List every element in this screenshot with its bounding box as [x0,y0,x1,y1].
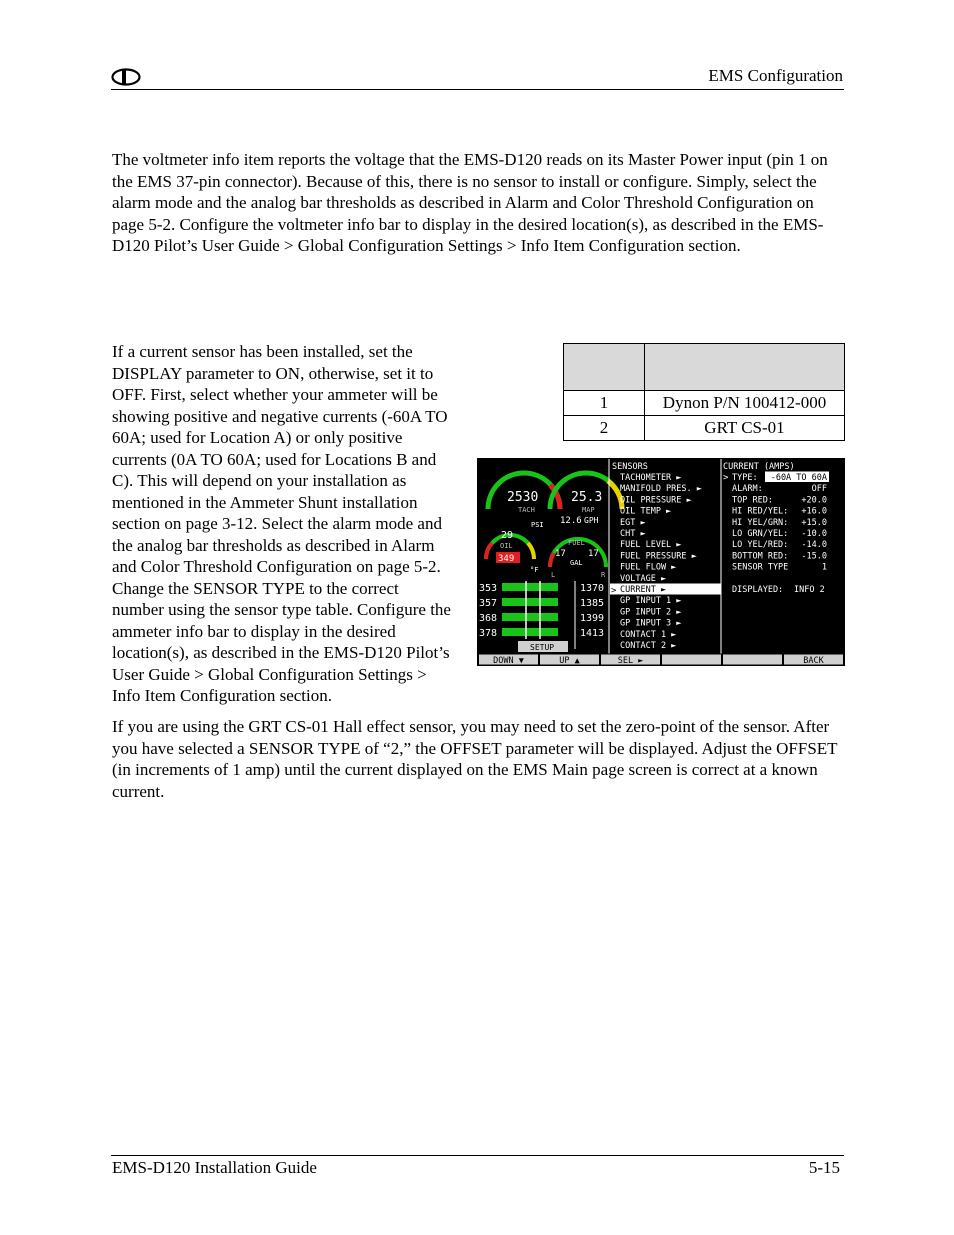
temp-unit: °F [530,566,539,574]
softkey-label[interactable]: UP ▲ [559,656,580,665]
panel-row-value: +15.0 [801,517,827,528]
egt-right-value: 1413 [580,628,605,639]
tach-label: TACH [518,506,535,514]
table-header-row [564,344,845,391]
sensor-menu-item[interactable]: CONTACT 1 ► [620,629,677,640]
panel-row-label: HI YEL/GRN: [732,517,789,528]
panel-row-label: HI RED/YEL: [732,506,789,517]
sensor-menu-item[interactable]: OIL TEMP ► [620,506,672,517]
panel-row-label: LO GRN/YEL: [732,529,789,539]
softkey-label[interactable]: BACK [803,656,824,665]
sensor-menu-item[interactable]: OIL PRESSURE ► [620,495,692,506]
egt-left-value: 353 [479,583,498,594]
egt-right-value: 1399 [580,613,605,624]
table-row [564,416,845,441]
egt-bars [479,581,604,652]
panel-row-value: -15.0 [801,551,827,562]
softkey-button[interactable] [662,654,722,665]
softkey-button[interactable] [723,654,783,665]
sensor-menu-item[interactable]: CURRENT ► [620,585,667,595]
panel-row-value[interactable]: -60A TO 60A [770,473,827,483]
egt-right-value: 1385 [580,598,605,609]
sensor-menu-item[interactable]: FUEL FLOW ► [620,562,677,573]
panel-row-label: LO YEL/RED: [732,540,789,551]
egt-left-value: 368 [479,613,498,624]
gal-label: GAL [570,559,583,567]
ammeter-paragraph-text: If a current sensor has been installed, set the DISPLAY parameter to ON, otherwise, set it to OFF. First, select whether your ammeter will be showing positive and negative currents (-60A TO 60A; used for Location A) or only positive currents (0A TO 60A; used for Locations B and C). This will depend on your installation as mentioned in the Ammeter Shunt installation section on page 3-12. Select the alarm mode and the analog bar thresholds as described in Alarm and Color Threshold Configuration on page 5-2. Change the SENSOR TYPE to the correct number using the sensor type table. Configure the ammeter info bar to display in the desired location(s), as described in the EMS-D120 Pilot’s User Guide > Global Configuration Settings > Info Item Configuration section. [112,342,451,705]
menu-selected-marker: > [611,586,617,596]
panel-row-label: TOP RED: [732,495,773,506]
setup-label: SETUP [530,643,555,652]
panel-row-value: -14.0 [801,540,827,551]
menu-title: SENSORS [612,462,648,472]
sensor-menu-item[interactable]: GP INPUT 3 ► [620,618,682,629]
fuel-r-label: R [601,571,606,579]
sensor-menu-item[interactable]: FUEL PRESSURE ► [620,551,697,562]
map-value: 25.3 [571,490,603,505]
sensor-menu-item[interactable]: GP INPUT 1 ► [620,596,682,607]
sensor-menu-item[interactable]: VOLTAGE ► [620,573,667,584]
oil-gauge [486,521,544,574]
voltmeter-paragraph: The voltmeter info item reports the voltage that the EMS-D120 reads on its Master Power input (pin 1 on the EMS 37-pin connector). Because of this, there is no sensor to install or configure. Simply, select the alarm mode and the analog bar thresholds as described in Alarm and Color Threshold Configuration on page 5-2. Configure the voltmeter info bar to display in the desired location(s), as described in the EMS-D120 Pilot’s User Guide > Global Configuration Settings > Info Item Configuration section. [112,150,828,255]
softkey-label[interactable]: SEL ► [617,656,644,665]
fuel-gauge [550,539,606,579]
panel-row-value: +16.0 [801,506,827,517]
sensor-menu-item[interactable]: CHT ► [620,529,646,539]
panel-row-value: +20.0 [801,495,827,506]
panel-row-value: -10.0 [801,529,827,539]
oil-label: OIL [500,542,513,550]
panel-row-value: 1 [821,562,827,573]
offset-paragraph: If you are using the GRT CS-01 Hall effect sensor, you may need to set the zero-point of the sensor. After you have selected a SENSOR TYPE of “2,” the OFFSET parameter will be displayed. Adjust the OFFSET (in increments of 1 amp) until the current displayed on the EMS Main page screen is correct at a known current. [112,717,838,801]
panel-row-label: ALARM: [732,484,763,495]
fuel-right-value: 17 [588,549,599,559]
gph-value: 12.6 [560,516,582,526]
header-title: EMS Configuration [708,66,843,85]
current-settings-panel [732,473,827,573]
displayed-value: INFO 2 [794,585,825,595]
dynon-logo-icon [111,68,141,86]
fuel-l-label: L [551,571,556,579]
gph-label: GPH [584,516,599,525]
sensor-menu-item[interactable]: GP INPUT 2 ► [620,607,682,618]
footer-doc-title: EMS-D120 Installation Guide [112,1158,317,1177]
panel-row-value: OFF [811,484,827,495]
footer-divider [111,1155,844,1156]
panel-row-label: SENSOR TYPE [732,562,789,573]
sensor-type-table [563,343,845,441]
page-number: 5-15 [808,1158,840,1177]
panel-title: CURRENT (AMPS) [723,462,795,472]
table-cell: Dynon P/N 100412-000 [645,391,845,416]
sensor-menu-item[interactable]: FUEL LEVEL ► [620,540,682,551]
sensor-menu-item[interactable]: CONTACT 2 ► [620,641,677,651]
sensor-menu-item[interactable]: TACHOMETER ► [620,473,682,483]
sensor-menu-item[interactable]: MANIFOLD PRES. ► [620,484,702,495]
softkey-label[interactable]: DOWN ▼ [493,656,524,665]
oil-temp-value: 349 [498,554,515,564]
tach-value: 2530 [507,490,539,505]
ems-screen-svg [478,459,844,665]
egt-left-value: 378 [479,628,498,639]
psi-label: PSI [531,521,544,529]
table-cell: 2 [564,416,645,441]
table-cell: 1 [564,391,645,416]
egt-right-value: 1370 [580,583,605,594]
panel-row-marker: > [723,473,729,483]
table-header-cell [645,344,845,391]
fuel-label: FUEL [568,539,585,547]
softkey-bar [479,654,844,665]
panel-row-label: BOTTOM RED: [732,551,789,562]
sensor-menu-item[interactable]: EGT ► [620,517,646,528]
table-row [564,391,845,416]
oil-psi-value: 29 [501,530,514,541]
map-label: MAP [582,506,595,514]
egt-left-value: 357 [479,598,498,609]
sensor-menu [620,473,703,651]
table-header-cell [564,344,645,391]
header-divider [111,89,844,90]
displayed-label: DISPLAYED: [732,585,784,595]
ems-screen-capture [477,458,845,666]
panel-row-label: TYPE: [732,473,758,483]
table-cell: GRT CS-01 [645,416,845,441]
fuel-left-value: 17 [555,549,566,559]
